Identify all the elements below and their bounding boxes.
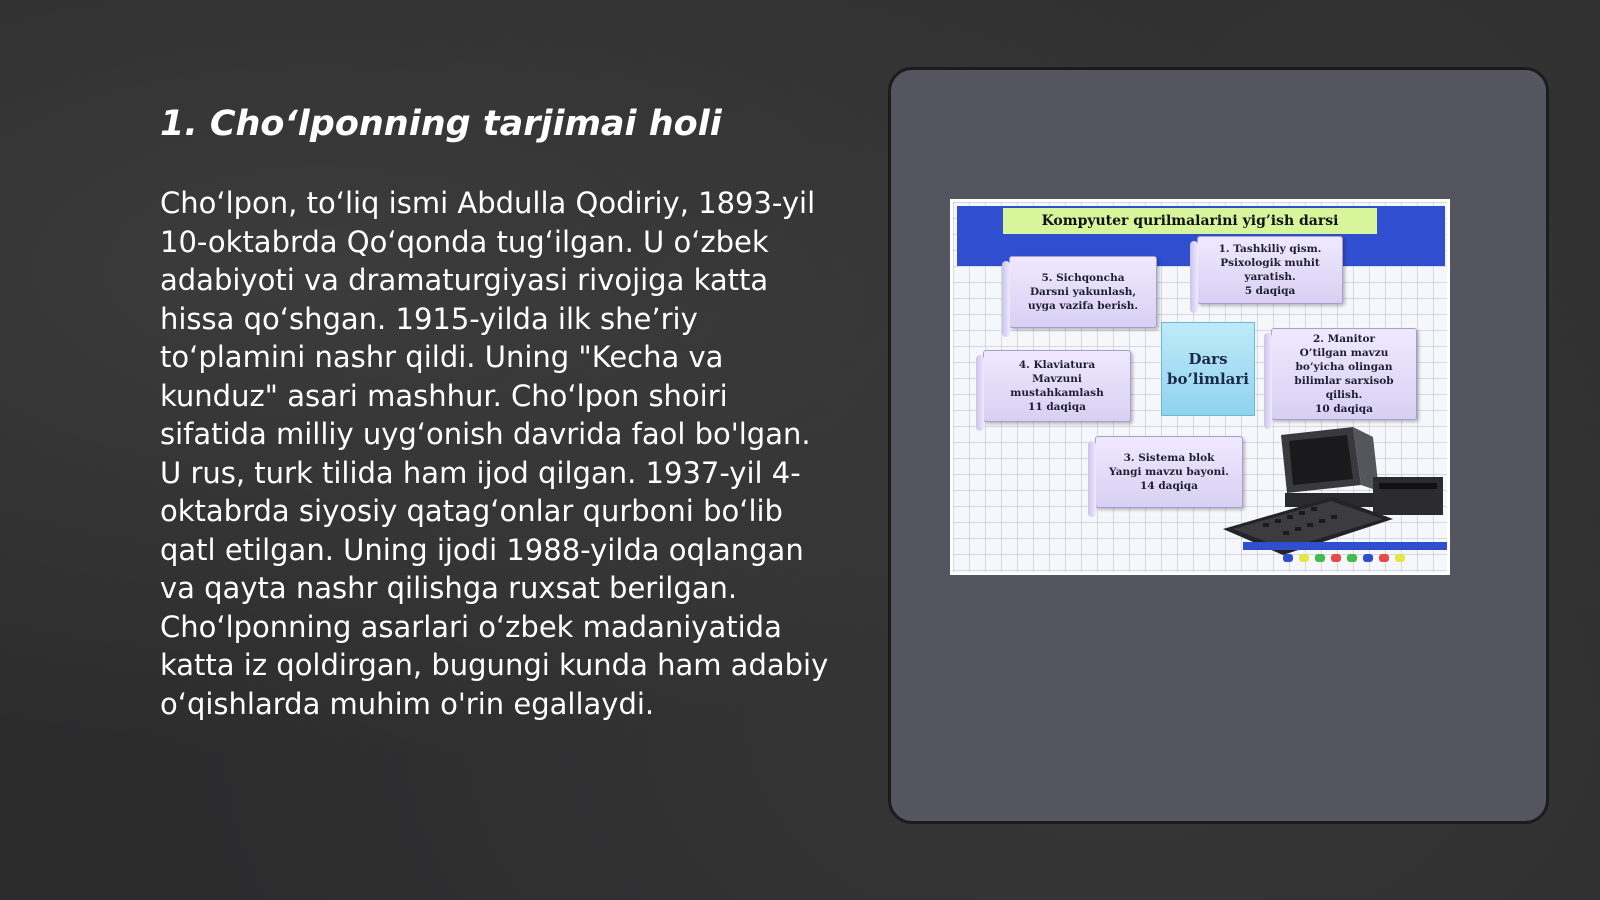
- step-3-scroll: 3. Sistema blok Yangi mavzu bayoni. 14 daqiqa: [1095, 436, 1243, 508]
- slide-title: 1. Cho‘lponning tarjimai holi: [160, 104, 722, 144]
- step-1-scroll: 1. Tashkiliy qism. Psixologik muhit yaratish. 5 daqiqa: [1197, 236, 1343, 304]
- step-5-scroll: 5. Sichqoncha Darsni yakunlash, uyga vazifa berish.: [1009, 256, 1157, 328]
- lesson-diagram-image: [950, 199, 1450, 575]
- bottom-strip: [1243, 542, 1448, 550]
- computer-icon: [1223, 427, 1450, 557]
- color-dots: [1283, 554, 1443, 564]
- step-2-scroll: 2. Manitor O’tilgan mavzu bo’yicha olingan bilimlar sarxisob qilish. 10 daqiqa: [1271, 328, 1417, 420]
- lesson-parts-box: Dars bo’limlari: [1161, 322, 1255, 416]
- diagram-title: Kompyuter qurilmalarini yig’ish darsi: [1003, 208, 1377, 234]
- step-4-scroll: 4. Klaviatura Mavzuni mustahkamlash 11 daqiqa: [983, 350, 1131, 422]
- biography-text: Cho‘lpon, to‘liq ismi Abdulla Qodiriy, 1893-yil 10-oktabrda Qo‘qonda tug‘ilgan. U o‘zbek adabiyoti va dramaturgiyasi rivojiga katta hissa qo‘shgan. 1915-yilda ilk she’riy to‘plamini nashr qildi. Uning "Kecha va kunduz" asari mashhur. Cho‘lpon shoiri sifatida milliy uyg‘onish davrida faol bo'lgan. U rus, turk tilida ham ijod qilgan. 1937-yil 4-oktabrda siyosiy qatag‘onlar qurboni bo‘lib qatl etilgan. Uning ijodi 1988-yilda oqlangan va qayta nashr qilishga ruxsat berilgan. Cho‘lponning asarlari o‘zbek madaniyatida katta iz qoldirgan, bugungi kunda ham adabiy o‘qishlarda muhim o'rin egallaydi.: [160, 186, 829, 721]
